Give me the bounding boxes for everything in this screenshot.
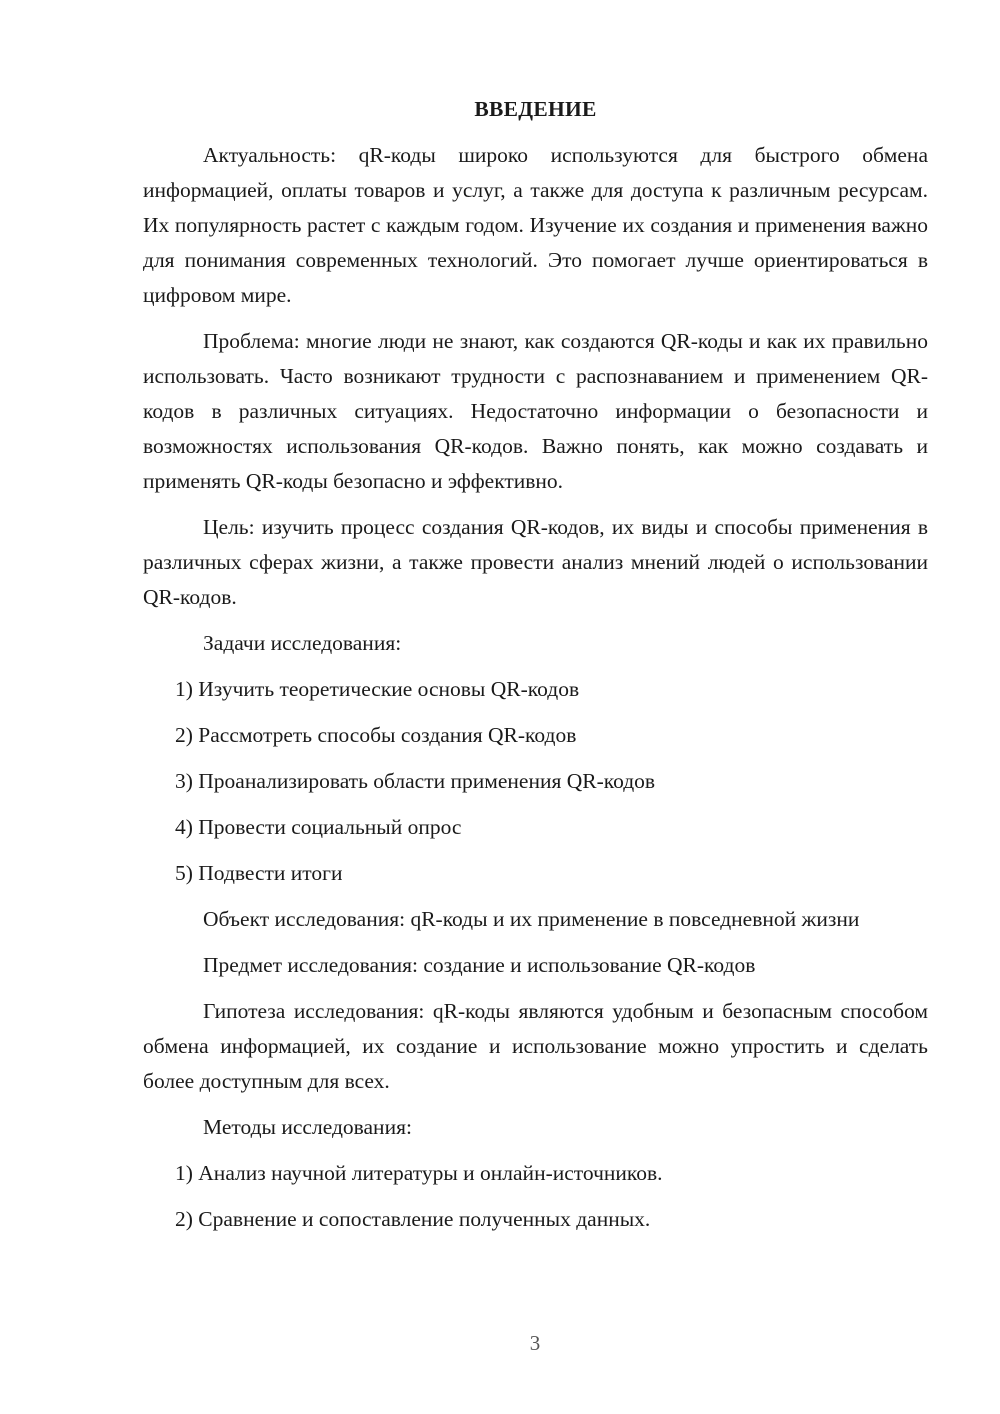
relevance-paragraph: Актуальность: qR-коды широко используются для быстрого обмена информацией, оплаты товаров и услуг, а также для доступа к различным ресурсам. Их популярность растет с каждым годом. Изучение их создания и применения важно для понимания современных технологий. Это помогает лучше ориентироваться в цифровом мире. [143, 143, 928, 307]
tasks-heading: Задачи исследования: [203, 631, 402, 655]
object-paragraph: Объект исследования: qR-коды и их применение в повседневной жизни [203, 907, 860, 931]
list-item: 3) Проанализировать области применения QR-кодов [175, 769, 656, 793]
list-item: 2) Рассмотреть способы создания QR-кодов [175, 723, 577, 747]
subject-paragraph: Предмет исследования: создание и использование QR-кодов [203, 953, 756, 977]
list-item: 4) Провести социальный опрос [175, 815, 462, 839]
page-number: 3 [529, 1331, 541, 1355]
page-content [143, 92, 928, 1248]
list-item: 1) Анализ научной литературы и онлайн-источников. [175, 1161, 663, 1185]
list-item: 1) Изучить теоретические основы QR-кодов [175, 677, 580, 701]
tasks-list [143, 672, 928, 891]
section-title: ВВЕДЕНИЕ [474, 97, 597, 121]
list-item: 5) Подвести итоги [175, 861, 343, 885]
problem-paragraph: Проблема: многие люди не знают, как создаются QR-коды и как их правильно использовать. Часто возникают трудности с распознаванием и применением QR-кодов в различных ситуациях. Недостаточно информации о безопасности и возможностях использования QR-кодов. Важно понять, как можно создавать и применять QR-коды безопасно и эффективно. [143, 329, 928, 493]
goal-paragraph: Цель: изучить процесс создания QR-кодов, их виды и способы применения в различных сферах жизни, а также провести анализ мнений людей о использовании QR-кодов. [143, 515, 928, 609]
hypothesis-paragraph: Гипотеза исследования: qR-коды являются удобным и безопасным способом обмена информацией, их создание и использование можно упростить и сделать более доступным для всех. [143, 999, 928, 1093]
methods-heading: Методы исследования: [203, 1115, 412, 1139]
methods-list [143, 1156, 928, 1237]
list-item: 2) Сравнение и сопоставление полученных данных. [175, 1207, 651, 1231]
